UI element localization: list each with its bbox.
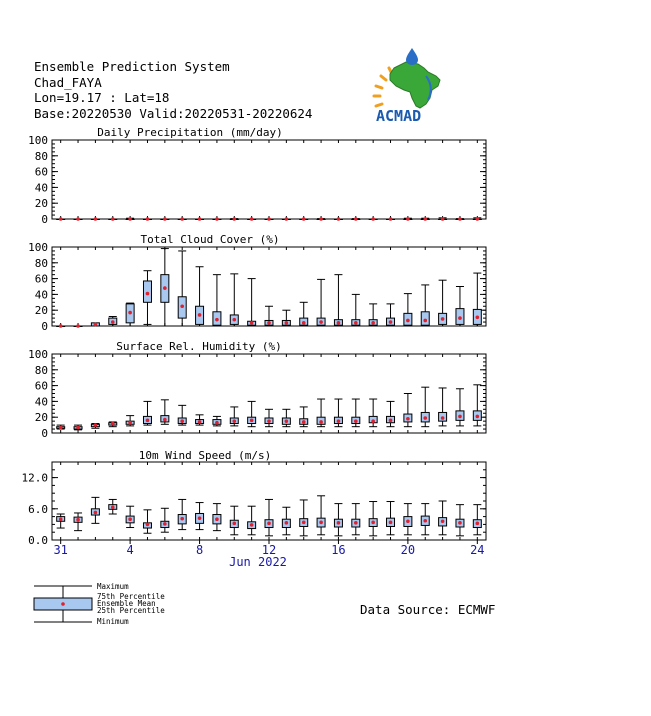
mean-marker	[94, 323, 98, 327]
x-tick-label: 12	[261, 543, 277, 557]
y-tick-label: 80	[34, 256, 48, 270]
mean-marker	[458, 521, 462, 525]
x-axis-label: Jun 2022	[229, 555, 287, 569]
header-title: Ensemble Prediction System	[34, 59, 230, 74]
legend-p75-label: 75th Percentile	[97, 592, 165, 601]
mean-marker	[198, 313, 202, 317]
mean-marker	[441, 519, 445, 523]
y-tick-label: 40	[34, 288, 48, 302]
x-tick-label: 20	[400, 543, 416, 557]
humidity-panel	[28, 340, 486, 440]
mean-marker	[371, 419, 375, 423]
mean-marker	[319, 521, 323, 525]
mean-marker	[319, 420, 323, 424]
mean-marker	[146, 292, 150, 296]
precipitation-title: Daily Precipitation (mm/day)	[97, 126, 283, 139]
data-source-label: Data Source: ECMWF	[360, 602, 496, 617]
mean-marker	[406, 519, 410, 523]
mean-marker	[458, 415, 462, 419]
mean-marker	[285, 321, 289, 325]
iqr-box	[421, 312, 429, 325]
mean-marker	[354, 419, 358, 423]
cloud-cover-panel	[28, 233, 486, 333]
mean-marker	[423, 519, 427, 523]
x-tick-label: 31	[53, 543, 68, 557]
mean-marker	[232, 522, 236, 526]
mean-marker	[198, 516, 202, 520]
mean-marker	[128, 311, 132, 315]
mean-marker	[371, 521, 375, 525]
mean-marker	[267, 522, 271, 526]
y-tick-label: 80	[34, 149, 48, 163]
cloud-cover-title: Total Cloud Cover (%)	[140, 233, 280, 246]
y-tick-label: 40	[34, 395, 48, 409]
logo-text: ACMAD	[376, 107, 422, 125]
wind-speed-panel	[22, 449, 487, 569]
mean-marker	[232, 318, 236, 322]
mean-marker	[180, 517, 184, 521]
mean-marker	[337, 321, 341, 325]
mean-marker	[389, 320, 393, 324]
y-tick-label: 40	[34, 181, 48, 195]
mean-marker	[476, 522, 480, 526]
mean-marker	[406, 319, 410, 323]
mean-marker	[441, 317, 445, 321]
plot-frame	[52, 140, 486, 219]
mean-marker	[337, 521, 341, 525]
legend-minimum-label: Minimum	[97, 617, 129, 626]
header-coordinates: Lon=19.17 : Lat=18	[34, 90, 170, 105]
mean-marker	[111, 422, 115, 426]
mean-marker	[267, 321, 271, 325]
mean-marker	[354, 321, 358, 325]
mean-marker	[371, 321, 375, 325]
mean-marker	[128, 421, 132, 425]
mean-marker	[285, 419, 289, 423]
header-dates: Base:20220530 Valid:20220531-20220624	[34, 105, 313, 121]
mean-marker	[198, 217, 202, 221]
mean-marker	[406, 417, 410, 421]
mean-marker	[423, 319, 427, 323]
y-tick-label: 60	[34, 272, 48, 286]
mean-marker	[215, 421, 219, 425]
mean-marker	[232, 419, 236, 423]
mean-marker	[476, 217, 480, 221]
mean-marker	[458, 316, 462, 320]
x-tick-label: 4	[126, 543, 134, 557]
mean-marker	[59, 426, 63, 430]
mean-marker	[180, 419, 184, 423]
legend-maximum-label: Maximum	[97, 582, 129, 591]
y-tick-label: 100	[28, 134, 48, 147]
mean-marker	[111, 505, 115, 509]
mean-marker	[180, 304, 184, 308]
mean-marker	[354, 521, 358, 525]
mean-marker	[389, 521, 393, 525]
mean-marker	[94, 511, 98, 515]
mean-marker	[371, 217, 375, 221]
mean-marker	[389, 217, 393, 221]
mean-marker	[423, 416, 427, 420]
y-tick-label: 0	[41, 320, 48, 333]
x-tick-label: 24	[470, 543, 485, 557]
mean-marker	[163, 522, 167, 526]
mean-marker	[59, 217, 63, 221]
mean-marker	[111, 320, 115, 324]
mean-marker	[76, 426, 80, 430]
mean-marker	[59, 324, 63, 328]
mean-marker	[441, 416, 445, 420]
mean-marker	[354, 217, 358, 221]
mean-marker	[406, 217, 410, 221]
mean-marker	[215, 318, 219, 322]
mean-marker	[267, 217, 271, 221]
mean-marker	[285, 521, 289, 525]
y-tick-label: 0	[41, 427, 48, 440]
mean-marker	[423, 217, 427, 221]
x-tick-label: 16	[331, 543, 346, 557]
mean-marker	[111, 217, 115, 221]
wind-speed-title: 10m Wind Speed (m/s)	[138, 449, 272, 462]
y-tick-label: 20	[34, 411, 48, 425]
mean-marker	[476, 316, 480, 320]
mean-marker	[232, 217, 236, 221]
x-tick-label: 8	[195, 543, 204, 557]
legend-mean-marker	[61, 602, 65, 606]
mean-marker	[128, 217, 132, 221]
legend-mean-label: Ensemble Mean	[97, 599, 156, 608]
mean-marker	[59, 517, 63, 521]
mean-marker	[94, 217, 98, 221]
humidity-title: Surface Rel. Humidity (%)	[116, 340, 282, 353]
mean-marker	[146, 419, 150, 423]
mean-marker	[458, 217, 462, 221]
y-tick-label: 12.0	[21, 471, 48, 485]
header-station: Chad_FAYA	[34, 74, 102, 90]
mean-marker	[250, 523, 254, 527]
mean-marker	[302, 521, 306, 525]
mean-marker	[163, 418, 167, 422]
y-tick-label: 0	[41, 213, 48, 226]
mean-marker	[146, 217, 150, 221]
y-tick-label: 60	[34, 165, 48, 179]
mean-marker	[163, 286, 167, 290]
y-tick-label: 60	[34, 379, 48, 393]
mean-marker	[76, 324, 80, 328]
legend	[34, 582, 165, 626]
mean-marker	[389, 419, 393, 423]
mean-marker	[302, 217, 306, 221]
iqr-box	[143, 281, 151, 302]
mean-marker	[476, 415, 480, 419]
y-tick-label: 20	[34, 304, 48, 318]
mean-marker	[285, 217, 289, 221]
mean-marker	[441, 217, 445, 221]
mean-marker	[76, 217, 80, 221]
mean-marker	[302, 420, 306, 424]
mean-marker	[337, 419, 341, 423]
mean-marker	[250, 419, 254, 423]
mean-marker	[319, 217, 323, 221]
y-tick-label: 0.0	[28, 534, 48, 547]
mean-marker	[250, 217, 254, 221]
mean-marker	[163, 217, 167, 221]
legend-p25-label: 25th Percentile	[97, 606, 165, 615]
mean-marker	[94, 423, 98, 427]
y-tick-label: 20	[34, 197, 48, 211]
mean-marker	[267, 419, 271, 423]
mean-marker	[198, 420, 202, 424]
mean-marker	[215, 217, 219, 221]
precipitation-panel	[28, 126, 486, 226]
y-tick-label: 100	[28, 241, 48, 254]
mean-marker	[180, 217, 184, 221]
mean-marker	[128, 517, 132, 521]
mean-marker	[215, 517, 219, 521]
mean-marker	[76, 518, 80, 522]
mean-marker	[337, 217, 341, 221]
mean-marker	[319, 320, 323, 324]
y-tick-label: 100	[28, 348, 48, 361]
mean-marker	[250, 321, 254, 325]
mean-marker	[146, 523, 150, 527]
y-tick-label: 6.0	[28, 502, 48, 516]
mean-marker	[302, 321, 306, 325]
y-tick-label: 80	[34, 363, 48, 377]
